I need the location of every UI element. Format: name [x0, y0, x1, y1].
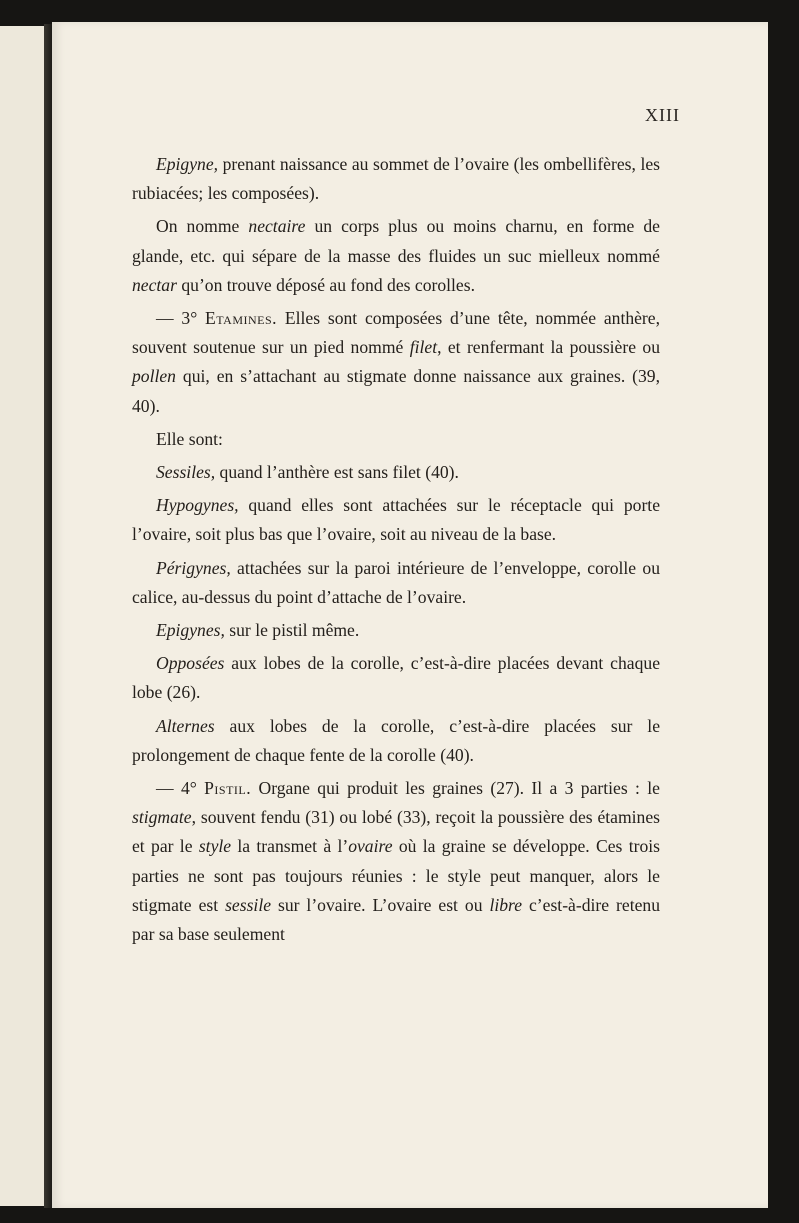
paragraph: [132, 649, 660, 707]
italic-term: Epigynes,: [156, 620, 225, 641]
paragraph: [132, 150, 660, 208]
page-number: XIII: [645, 105, 680, 125]
paragraph: [132, 554, 660, 612]
italic-term: Opposées: [156, 653, 225, 674]
italic-term: stigmate: [132, 807, 192, 828]
book-gutter: [44, 24, 52, 1208]
paragraph: [132, 774, 660, 949]
italic-term: Alternes: [156, 715, 215, 736]
text-run: attachées sur la paroi intérieure de l’enveloppe, corolle ou calice, au-dessus du point d’attache de l’ovaire.: [132, 557, 660, 607]
text-run: qui, en s’attachant au stigmate donne naissance aux graines. (39, 40).: [132, 366, 660, 416]
italic-term: nectaire: [248, 216, 306, 237]
italic-term: Epigyne,: [156, 154, 219, 174]
section-heading: Etamines.: [205, 308, 278, 329]
text-run: , et renfermant la poussière ou: [437, 337, 660, 358]
paragraph: [132, 212, 660, 300]
text-run: Elle sont:: [156, 428, 223, 449]
text-run: où la graine se développe. Ces trois parties ne sont pas toujours réunies : le style peut manquer, alors le stigmate est: [132, 836, 661, 915]
italic-term: ovaire: [348, 836, 393, 857]
text-run: quand elles sont attachées sur le réceptacle qui porte l’ovaire, soit plus bas que l’ovaire, soit au niveau de la base.: [132, 495, 660, 545]
italic-term: style: [198, 836, 232, 857]
italic-term: pollen: [132, 366, 176, 387]
italic-term: filet: [409, 337, 438, 358]
text-run: prenant naissance au sommet de l’ovaire (les ombellifères, les rubiacées; les composées).: [132, 154, 660, 204]
text-run: , souvent fendu (31) ou lobé (33), reçoit la poussière des étamines et par le: [132, 807, 660, 857]
text-run: sur le pistil même.: [224, 620, 360, 641]
text-run: c’est-à-dire retenu par sa base seulement: [132, 894, 660, 945]
section-heading: Pistil.: [204, 778, 252, 799]
italic-term: libre: [489, 894, 523, 915]
text-run: sur l’ovaire. L’ovaire est ou: [271, 894, 490, 915]
italic-term: nectar: [132, 274, 177, 295]
italic-term: sessile: [225, 894, 272, 915]
paragraph: [132, 304, 660, 421]
text-run: Elles sont composées d’une tête, nommée anthère, souvent soutenue sur un pied nommé: [132, 308, 661, 358]
text-run: quand l’anthère est sans filet (40).: [215, 462, 459, 483]
paragraph: [132, 458, 660, 487]
paragraph: [132, 712, 660, 770]
text-run: aux lobes de la corolle, c’est-à-dire placées devant chaque lobe (26).: [132, 653, 660, 703]
text-run: — 3°: [156, 308, 206, 329]
italic-term: Périgynes,: [156, 557, 231, 578]
paragraph: [132, 616, 660, 645]
paragraph: [132, 425, 660, 454]
paragraph: [132, 491, 660, 549]
text-run: aux lobes de la corolle, c’est-à-dire placées sur le prolongement de chaque fente de la corolle (40).: [132, 715, 660, 765]
text-run: — 4°: [156, 778, 205, 799]
page-text: [132, 150, 660, 953]
text-run: la transmet à l’: [231, 836, 349, 857]
text-run: qu’on trouve déposé au fond des corolles.: [176, 274, 475, 295]
text-run: On nomme: [156, 216, 249, 237]
book-page: [52, 22, 768, 1208]
italic-term: Hypogynes,: [156, 495, 239, 516]
italic-term: Sessiles,: [156, 462, 216, 483]
text-run: un corps plus ou moins charnu, en forme de glande, etc. qui sépare de la masse des fluides un suc mielleux nommé: [132, 216, 660, 266]
facing-page-edge: [0, 26, 46, 1206]
text-run: Organe qui produit les graines (27). Il a 3 parties : le: [251, 778, 660, 799]
